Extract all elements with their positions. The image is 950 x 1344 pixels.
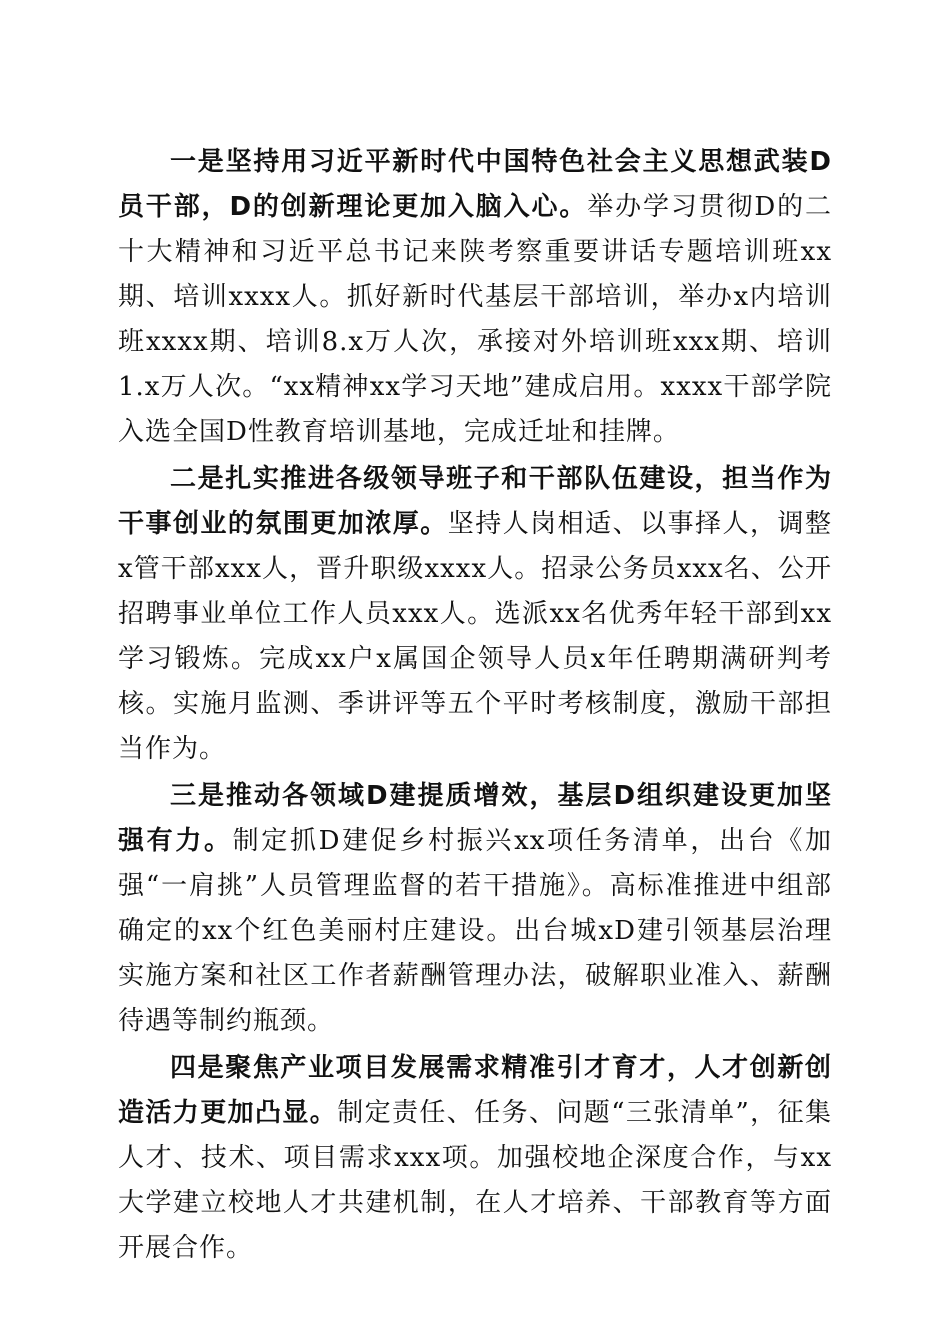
paragraph-3-body: 制定抓D建促乡村振兴xx项任务清单，出台《加强“一肩挑”人员管理监督的若干措施》。高标准推进中组部确定的xx个红色美丽村庄建设。出台城xD建引领基层治理实施方案和社区工作者薪酬管理办法，破解职业准入、薪酬待遇等制约瓶颈。 bbox=[118, 826, 832, 1036]
paragraph-4-lead: 四是聚焦产业项目发展需求精准引才育才，人才创新创造活力更加凸显。 bbox=[118, 1053, 832, 1128]
paragraph-3-lead: 三是推动各领域D建提质增效，基层D组织建设更加坚强有力。 bbox=[118, 781, 832, 856]
paragraph-2-body: 坚持人岗相适、以事择人，调整x管干部xxx人，晋升职级xxxx人。招录公务员xxx名、公开招聘事业单位工作人员xxx人。选派xx名优秀年轻干部到xx学习锻炼。完成xx户x属国企领导人员x年任聘期满研判考核。实施月监测、季讲评等五个平时考核制度，激励干部担当作为。 bbox=[118, 509, 832, 764]
paragraph-1-body: 举办学习贯彻D的二十大精神和习近平总书记来陕考察重要讲话专题培训班xx期、培训xxxx人。抓好新时代基层干部培训，举办x内培训班xxxx期、培训8.x万人次，承接对外培训班xxx期、培训1.x万人次。“xx精神xx学习天地”建成启用。xxxx干部学院入选全国D性教育培训基地，完成迁址和挂牌。 bbox=[118, 192, 832, 447]
paragraph-3 bbox=[118, 774, 832, 1044]
paragraph-2 bbox=[118, 457, 832, 772]
paragraph-4-body: 制定责任、任务、问题“三张清单”，征集人才、技术、项目需求xxx项。加强校地企深度合作，与xx大学建立校地人才共建机制，在人才培养、干部教育等方面开展合作。 bbox=[118, 1098, 832, 1263]
paragraph-1-lead: 一是坚持用习近平新时代中国特色社会主义思想武装D员干部，D的创新理论更加入脑入心。 bbox=[118, 147, 832, 222]
paragraph-4 bbox=[118, 1046, 832, 1271]
paragraph-1 bbox=[118, 140, 832, 455]
document-body bbox=[118, 140, 832, 1271]
paragraph-2-lead: 二是扎实推进各级领导班子和干部队伍建设，担当作为干事创业的氛围更加浓厚。 bbox=[118, 464, 832, 539]
